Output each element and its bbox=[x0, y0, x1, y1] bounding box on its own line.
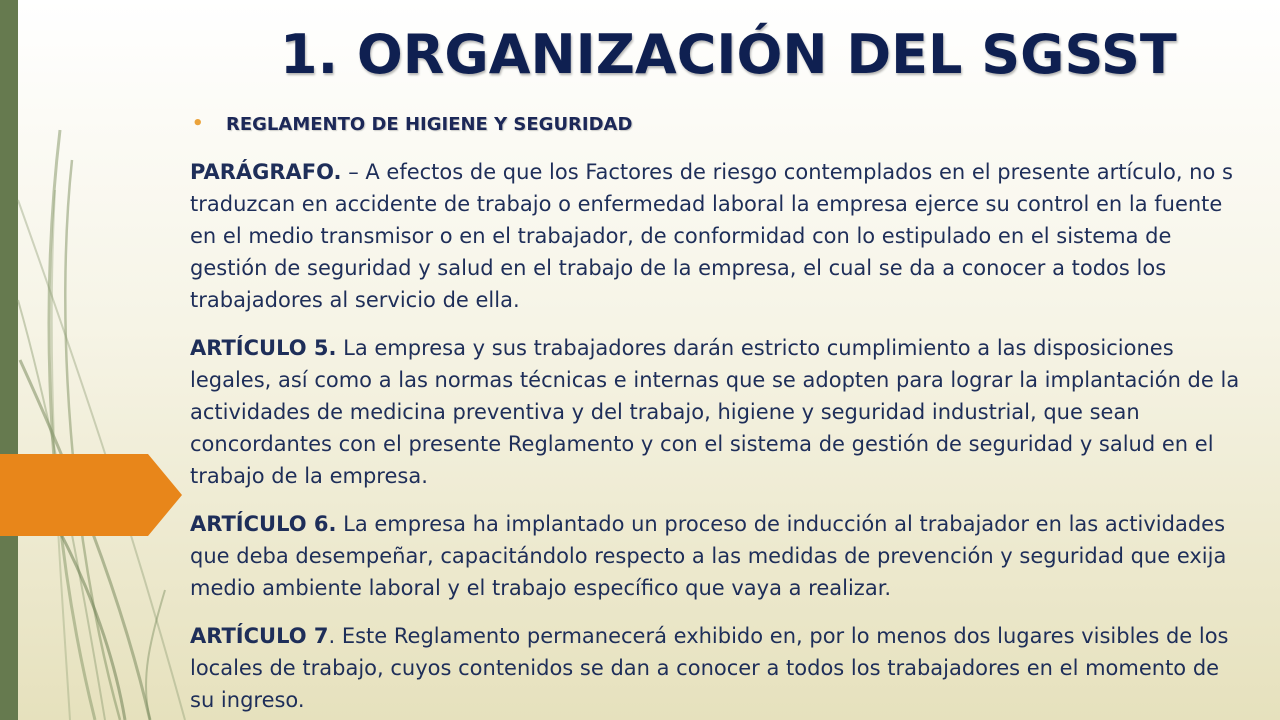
articulo-6-paragraph bbox=[190, 508, 1280, 604]
paragrafo-paragraph bbox=[190, 156, 1280, 316]
articulo-6-label: ARTÍCULO 6. bbox=[190, 512, 337, 536]
articulo-7-line: locales de trabajo, cuyos contenidos se dan a conocer a todos los trabajadores en el momento de bbox=[190, 656, 1220, 680]
articulo-7-line: su ingreso. bbox=[190, 688, 305, 712]
bullet-text: REGLAMENTO DE HIGIENE Y SEGURIDAD bbox=[226, 114, 633, 135]
slide-content bbox=[190, 112, 1280, 720]
paragrafo-line-text: – A efectos de que los Factores de riesgo contemplados en el presente artículo, no s bbox=[341, 160, 1233, 184]
articulo-5-line-text: La empresa y sus trabajadores darán estricto cumplimiento a las disposiciones bbox=[336, 336, 1174, 360]
page-title: 1. ORGANIZACIÓN DEL SGSST bbox=[280, 23, 1177, 86]
grass-blade bbox=[146, 590, 165, 720]
articulo-6-line-text: La empresa ha implantado un proceso de inducción al trabajador en las actividades bbox=[336, 512, 1226, 536]
articulo-5-line: concordantes con el presente Reglamento y con el sistema de gestión de seguridad y salud en el bbox=[190, 432, 1214, 456]
articulo-7-line bbox=[190, 620, 1280, 652]
articulo-5-line: legales, así como a las normas técnicas e internas que se adopten para lograr la implantación de la bbox=[190, 368, 1240, 392]
articulo-7-paragraph bbox=[190, 620, 1280, 716]
paragrafo-line: gestión de seguridad y salud en el trabajo de la empresa, el cual se da a conocer a todos los bbox=[190, 256, 1167, 280]
paragrafo-line: trabajadores al servicio de ella. bbox=[190, 288, 520, 312]
articulo-5-line: trabajo de la empresa. bbox=[190, 464, 428, 488]
bullet-heading bbox=[190, 112, 1280, 138]
paragrafo-line: traduzcan en accidente de trabajo o enfermedad laboral la empresa ejerce su control en la fuente bbox=[190, 192, 1223, 216]
grass-blade bbox=[49, 130, 95, 720]
articulo-5-line bbox=[190, 332, 1280, 364]
articulo-6-line: medio ambiente laboral y el trabajo específico que vaya a realizar. bbox=[190, 576, 892, 600]
articulo-6-line: que deba desempeñar, capacitándolo respecto a las medidas de prevención y seguridad que exija bbox=[190, 544, 1227, 568]
grass-blade bbox=[65, 160, 120, 720]
articulo-5-paragraph bbox=[190, 332, 1280, 492]
orange-arrow-shape bbox=[0, 454, 182, 536]
grass-blade bbox=[20, 360, 150, 720]
articulo-7-line-text: . Este Reglamento permanecerá exhibido en, por lo menos dos lugares visibles de los bbox=[328, 624, 1229, 648]
articulo-5-line: actividades de medicina preventiva y del trabajo, higiene y seguridad industrial, que sean bbox=[190, 400, 1140, 424]
articulo-6-line bbox=[190, 508, 1280, 540]
paragrafo-label: PARÁGRAFO. bbox=[190, 160, 342, 184]
orange-arrow-polygon bbox=[0, 454, 182, 536]
paragrafo-line bbox=[190, 156, 1280, 188]
articulo-7-label: ARTÍCULO 7 bbox=[190, 624, 329, 648]
paragrafo-line: en el medio transmisor o en el trabajador, de conformidad con lo estipulado en el sistema de bbox=[190, 224, 1172, 248]
articulo-5-label: ARTÍCULO 5. bbox=[190, 336, 337, 360]
bullet-icon: • bbox=[192, 113, 204, 134]
